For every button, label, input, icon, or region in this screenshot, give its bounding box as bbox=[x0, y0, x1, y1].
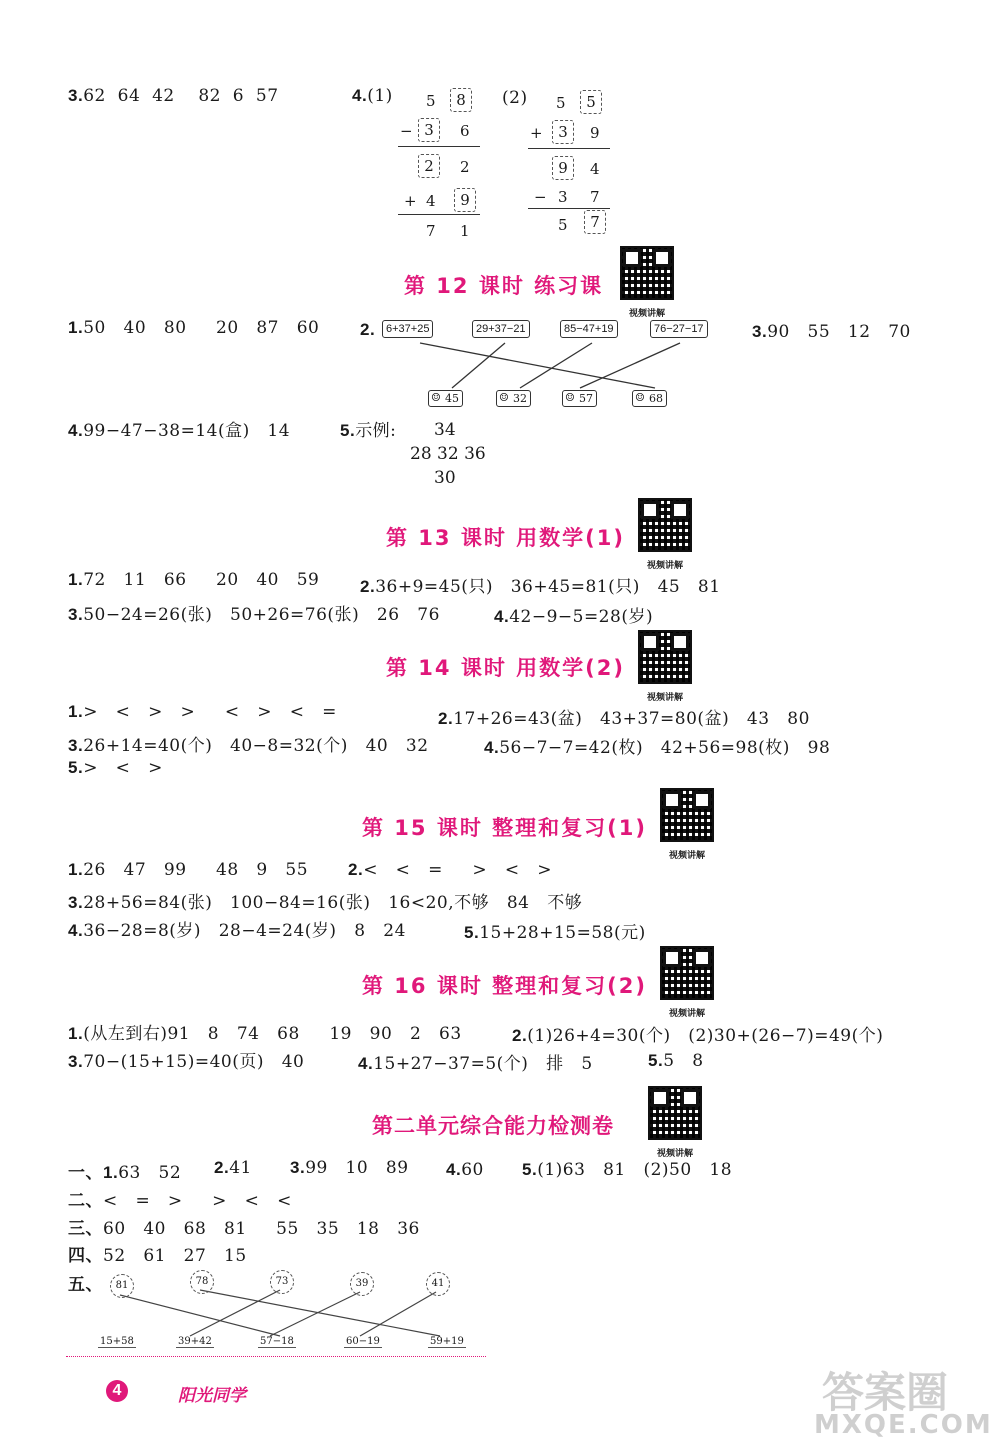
l15-q1: 1.26 47 99 48 9 55 bbox=[68, 860, 309, 880]
l14-q2: 2.17+26=43(盆) 43+37=80(盆) 43 80 bbox=[438, 709, 810, 729]
answer-box: 3 bbox=[552, 120, 574, 144]
unit2-section3: 三、60 40 68 81 55 35 18 36 bbox=[68, 1219, 420, 1239]
number-grid-top: 34 bbox=[434, 420, 456, 440]
l14-q4: 4.56−7−7=42(枚) 42+56=98(枚) 98 bbox=[484, 738, 831, 758]
number-circle: 73 bbox=[270, 1270, 294, 1294]
answer-box: 3 bbox=[418, 118, 440, 142]
l16-q3: 3.70−(15+15)=40(页) 40 bbox=[68, 1052, 305, 1072]
q4-label: 4.(1) bbox=[352, 86, 393, 106]
answer-tag: ☺ 57 bbox=[562, 390, 597, 407]
l14-q5: 5.> < > bbox=[68, 758, 163, 778]
qr-code-icon[interactable] bbox=[660, 788, 714, 842]
l16-q4: 4.15+27−37=5(个) 排 5 bbox=[358, 1054, 593, 1074]
l16-q1: 1.(从左到右)91 8 74 68 19 90 2 63 bbox=[68, 1024, 462, 1044]
l15-q3: 3.28+56=84(张) 100−84=16(张) 16<20,不够 84 不够 bbox=[68, 893, 583, 913]
qr-caption: 视频讲解 bbox=[668, 851, 705, 861]
l12-q2-label: 2. bbox=[360, 320, 376, 339]
qr-caption: 视频讲解 bbox=[628, 309, 665, 319]
lesson12-title: 第 12 课时 练习课 bbox=[404, 274, 604, 298]
l15-q2: 2.< < = > < > bbox=[348, 860, 553, 880]
l16-q2: 2.(1)26+4=30(个) (2)30+(26−7)=49(个) bbox=[512, 1026, 884, 1046]
number-circle: 81 bbox=[110, 1274, 134, 1298]
unit2-section2: 二、< = > > < < bbox=[68, 1191, 292, 1211]
expression-card: 60−19 bbox=[346, 1336, 380, 1347]
l14-q3: 3.26+14=40(个) 40−8=32(个) 40 32 bbox=[68, 736, 429, 756]
qr-caption: 视频讲解 bbox=[646, 561, 683, 571]
page-number: 4 bbox=[106, 1380, 128, 1402]
l12-q1: 1.50 40 80 20 87 60 bbox=[68, 318, 320, 338]
vertical-calc-1: 5 8 − 3 6 2 2 + 4 9 7 1 bbox=[398, 88, 488, 248]
lesson15-title: 第 15 课时 整理和复习(1) bbox=[362, 816, 647, 840]
number-grid-bottom: 30 bbox=[434, 468, 456, 488]
unit2-s1-q3: 3.99 10 89 bbox=[290, 1158, 409, 1178]
answer-tag: ☺ 45 bbox=[428, 390, 463, 407]
unit2-section4: 四、52 61 27 15 bbox=[68, 1246, 247, 1266]
answer-tag: ☺ 68 bbox=[632, 390, 667, 407]
unit2-section1: 一、1.63 52 bbox=[68, 1163, 182, 1183]
number-circle: 41 bbox=[426, 1272, 450, 1296]
vertical-calc-2: 5 5 + 3 9 9 4 − 3 7 5 7 bbox=[528, 90, 618, 250]
number-circle: 39 bbox=[350, 1272, 374, 1296]
unit2-s1-q4: 4.60 bbox=[446, 1160, 484, 1180]
l13-q4: 4.42−9−5=28(岁) bbox=[494, 607, 654, 627]
l12-q5: 5.示例: bbox=[340, 421, 397, 441]
number-grid-mid: 28 32 36 bbox=[410, 444, 486, 464]
qr-code-icon[interactable] bbox=[660, 946, 714, 1000]
qr-caption: 视频讲解 bbox=[646, 693, 683, 703]
expression-tag: 29+37−21 bbox=[472, 320, 530, 338]
unit2-title: 第二单元综合能力检测卷 bbox=[372, 1114, 614, 1138]
answer-tag: ☺ 32 bbox=[496, 390, 531, 407]
qr-caption: 视频讲解 bbox=[668, 1009, 705, 1019]
expression-tag: 6+37+25 bbox=[382, 320, 433, 338]
qr-code-icon[interactable] bbox=[638, 498, 692, 552]
expression-card: 39+42 bbox=[178, 1336, 212, 1347]
number-circle: 78 bbox=[190, 1270, 214, 1294]
l12-q4: 4.99−47−38=14(盒) 14 bbox=[68, 421, 291, 441]
l15-q4: 4.36−28=8(岁) 28−4=24(岁) 8 24 bbox=[68, 921, 406, 941]
l14-q1: 1.> < > > < > < = bbox=[68, 702, 337, 722]
qr-code-icon[interactable] bbox=[638, 630, 692, 684]
footer-divider bbox=[66, 1356, 486, 1357]
expression-tag: 85−47+19 bbox=[560, 320, 618, 338]
watermark-logo: 答案圈 bbox=[822, 1368, 949, 1417]
lesson14-title: 第 14 课时 用数学(2) bbox=[386, 656, 625, 680]
q4-part2-label: (2) bbox=[502, 88, 528, 108]
l12-q3: 3.90 55 12 70 bbox=[752, 322, 911, 342]
expression-tag: 76−27−17 bbox=[650, 320, 708, 338]
l16-q5: 5.5 8 bbox=[648, 1051, 704, 1071]
expression-card: 57−18 bbox=[260, 1336, 294, 1347]
brand-logo: 阳光同学 bbox=[178, 1386, 246, 1406]
answer-box: 9 bbox=[454, 188, 476, 212]
unit2-section5: 五、 bbox=[68, 1275, 103, 1294]
q3-line: 3.62 64 42 82 6 57 bbox=[68, 86, 279, 106]
l13-q3: 3.50−24=26(张) 50+26=76(张) 26 76 bbox=[68, 605, 440, 625]
watermark-url: MXQE.COM bbox=[814, 1410, 993, 1440]
answer-box: 7 bbox=[584, 210, 606, 234]
qr-code-icon[interactable] bbox=[648, 1086, 702, 1140]
expression-card: 59+19 bbox=[430, 1336, 464, 1347]
answer-box: 2 bbox=[418, 154, 440, 178]
answer-box: 8 bbox=[450, 88, 472, 112]
expression-card: 15+58 bbox=[100, 1336, 134, 1347]
unit2-s1-q5: 5.(1)63 81 (2)50 18 bbox=[522, 1160, 733, 1180]
lesson16-title: 第 16 课时 整理和复习(2) bbox=[362, 974, 647, 998]
answer-box: 5 bbox=[580, 90, 602, 114]
answer-box: 9 bbox=[552, 156, 574, 180]
qr-caption: 视频讲解 bbox=[656, 1149, 693, 1159]
lesson13-title: 第 13 课时 用数学(1) bbox=[386, 526, 625, 550]
l15-q5: 5.15+28+15=58(元) bbox=[464, 923, 646, 943]
unit2-s1-q2: 2.41 bbox=[214, 1158, 252, 1178]
l13-q1: 1.72 11 66 20 40 59 bbox=[68, 570, 320, 590]
l13-q2: 2.36+9=45(只) 36+45=81(只) 45 81 bbox=[360, 577, 721, 597]
